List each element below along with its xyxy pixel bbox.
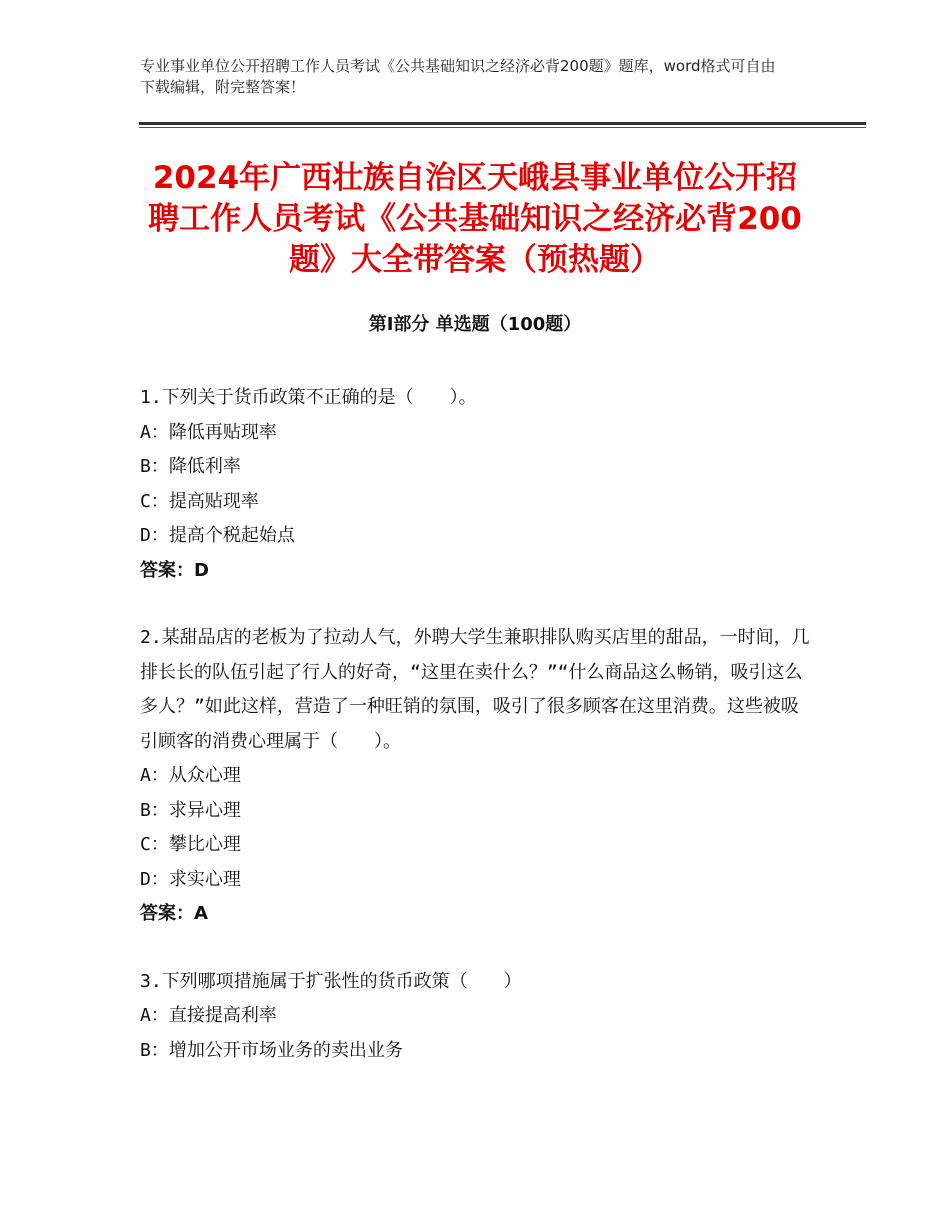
document-title: 2024年广西壮族自治区天峨县事业单位公开招聘工作人员考试《公共基础知识之经济必背200题》大全带答案（预热题）	[148, 160, 802, 278]
option-a: A：从众心理	[140, 765, 241, 786]
option-b: B：增加公开市场业务的卖出业务	[140, 1039, 403, 1061]
question-list	[140, 381, 810, 1101]
question-stem: 1.下列关于货币政策不正确的是（ ）。	[140, 387, 477, 408]
header-note: 专业事业单位公开招聘工作人员考试《公共基础知识之经济必背200题》题库，word格式可自由下载编辑，附完整答案！	[140, 57, 776, 96]
option-a: A：降低再贴现率	[140, 421, 277, 443]
answer: 答案：D	[140, 559, 209, 581]
question-3	[140, 965, 810, 1069]
question-2	[140, 621, 810, 932]
section-title: 第Ⅰ部分 单选题（100题）	[368, 314, 582, 335]
option-a: A：直接提高利率	[140, 1005, 277, 1026]
question-stem: 3.下列哪项措施属于扩张性的货币政策（ ）	[140, 970, 522, 992]
question-stem: 2.某甜品店的老板为了拉动人气，外聘大学生兼职排队购买店里的甜品，一时间，几排长长的队伍引起了行人的好奇，“这里在卖什么？”“什么商品这么畅销，吸引这么多人？”如此这样，营造了一种旺销的氛围，吸引了很多顾客在这里消费。这些被吸引顾客的消费心理属于（ ）。	[140, 627, 810, 752]
option-b: B：降低利率	[140, 456, 241, 477]
option-c: C：攀比心理	[140, 834, 241, 855]
option-d: D：求实心理	[140, 868, 241, 890]
answer: 答案：A	[140, 903, 208, 924]
header-rule	[139, 122, 866, 125]
option-c: C：提高贴现率	[140, 490, 259, 512]
question-1	[140, 381, 810, 588]
option-b: B：求异心理	[140, 799, 241, 821]
header-rule-thin	[139, 127, 866, 128]
option-d: D：提高个税起始点	[140, 525, 295, 546]
